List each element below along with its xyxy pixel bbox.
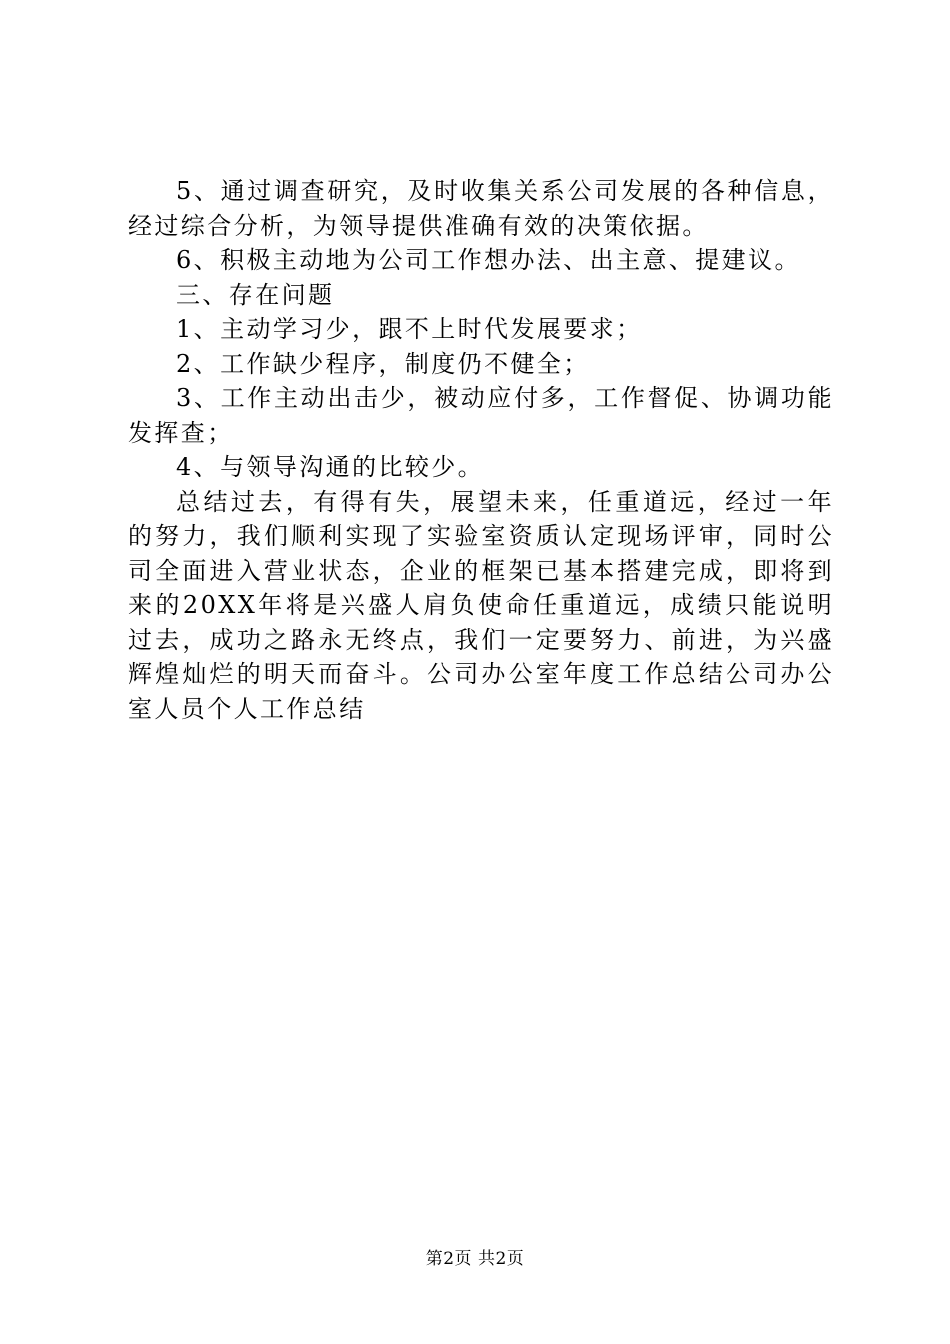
paragraph-item-6: 6、积极主动地为公司工作想办法、出主意、提建议。 (176, 246, 801, 274)
paragraph-item-5: 5、通过调查研究，及时收集关系公司发展的各种信息，经过综合分析，为领导提供准确有效的决策依据。 (128, 177, 834, 240)
problem-item-2: 2、工作缺少程序，制度仍不健全； (176, 349, 590, 378)
problem-item-1: 1、主动学习少，跟不上时代发展要求； (176, 315, 643, 343)
problem-item-3: 3、工作主动出击少，被动应付多，工作督促、协调功能发挥查； (128, 384, 834, 447)
summary-paragraph: 总结过去，有得有失，展望未来，任重道远，经过一年的努力，我们顺利实现了实验室资质认定现场评审，同时公司全面进入营业状态，企业的框架已基本搭建完成，即将到来的20XX年将是兴盛人肩负使命任重道远，成绩只能说明过去，成功之路永无终点，我们一定要努力、前进，为兴盛辉煌灿烂的明天而奋斗。公司办公室年度工作总结公司办公室人员个人工作总结 (128, 487, 834, 723)
section-heading-problems: 三、存在问题 (176, 280, 335, 309)
document-body (128, 174, 834, 726)
page-number-footer: 第2页 共2页 (425, 1249, 525, 1269)
problem-item-4: 4、与领导沟通的比较少。 (176, 453, 485, 481)
